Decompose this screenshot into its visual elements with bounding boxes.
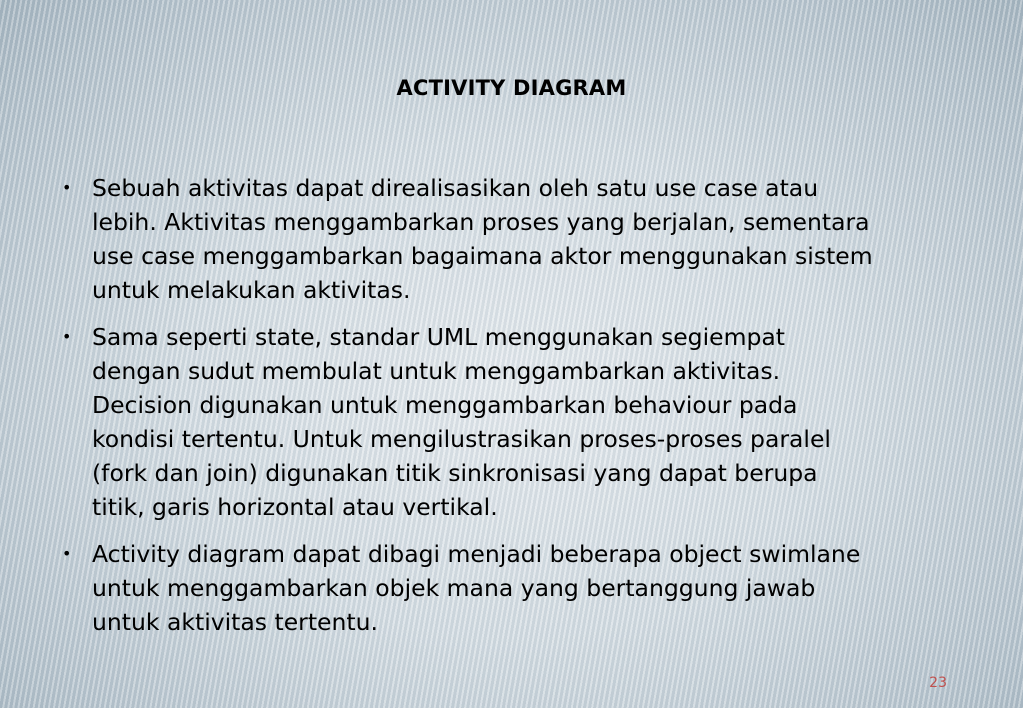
bullet-item	[62, 537, 942, 639]
bullet-text-line: use case menggambarkan bagaimana aktor menggunakan sistem	[92, 242, 873, 270]
bullet-dot-icon: •	[62, 327, 72, 346]
bullet-text-line: Sama seperti state, standar UML menggunakan segiempat	[92, 323, 785, 351]
bullet-item	[62, 171, 942, 307]
bullet-text-line: untuk melakukan aktivitas.	[92, 276, 411, 304]
bullet-text-line: Sebuah aktivitas dapat direalisasikan oleh satu use case atau	[92, 174, 819, 202]
bullet-dot-icon: •	[62, 178, 72, 197]
bullet-text-line: lebih. Aktivitas menggambarkan proses yang berjalan, sementara	[92, 208, 870, 236]
bullet-item	[62, 320, 942, 524]
bullet-text-line: kondisi tertentu. Untuk mengilustrasikan proses-proses paralel	[92, 425, 831, 453]
bullet-dot-icon: •	[62, 544, 72, 563]
bullet-text-line: dengan sudut membulat untuk menggambarkan aktivitas.	[92, 357, 781, 385]
bullet-list	[62, 171, 942, 652]
bullet-text-line: titik, garis horizontal atau vertikal.	[92, 493, 498, 521]
page-number: 23	[929, 675, 947, 691]
bullet-text-line: (fork dan join) digunakan titik sinkronisasi yang dapat berupa	[92, 459, 818, 487]
bullet-text-line: Decision digunakan untuk menggambarkan behaviour pada	[92, 391, 798, 419]
slide-title: ACTIVITY DIAGRAM	[396, 76, 627, 100]
bullet-text-line: untuk menggambarkan objek mana yang bertanggung jawab	[92, 574, 816, 602]
bullet-text-line: untuk aktivitas tertentu.	[92, 608, 378, 636]
bullet-text-line: Activity diagram dapat dibagi menjadi beberapa object swimlane	[92, 540, 861, 568]
